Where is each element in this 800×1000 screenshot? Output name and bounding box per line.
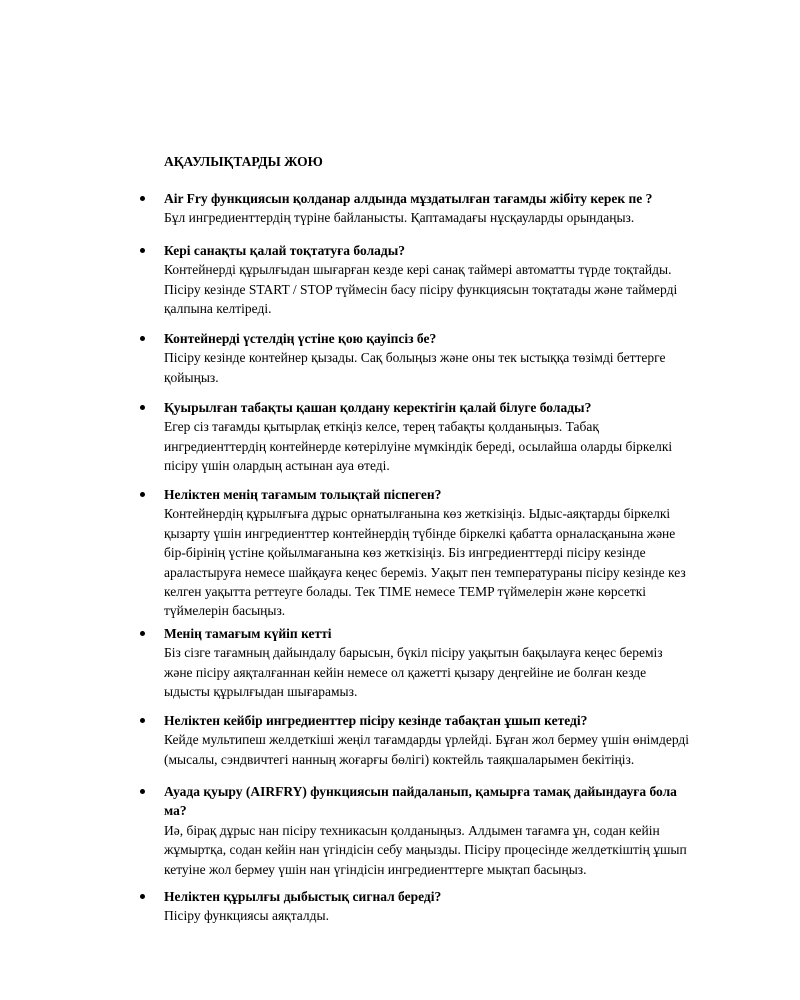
question-line: Қуырылған табақты қашан қолдану керектігін қалай білуге болады? bbox=[164, 400, 592, 415]
answer-line: қалпына келтіреді. bbox=[164, 301, 272, 317]
faq-answer bbox=[164, 504, 754, 620]
faq-question bbox=[164, 329, 754, 348]
faq-question bbox=[164, 782, 754, 821]
question-line: Ауада қуыру (AIRFRY) функциясын пайдаланып, қамырға тамақ дайындауға бола bbox=[164, 784, 677, 799]
faq-item bbox=[164, 711, 754, 769]
faq-question bbox=[164, 398, 754, 417]
bullet-icon bbox=[140, 405, 145, 410]
question-line: Контейнерді үстелдің үстіне қою қауіпсіз бе? bbox=[164, 331, 437, 346]
bullet-icon bbox=[140, 631, 145, 636]
question-line: Неліктен кейбір ингредиенттер пісіру кезінде табақтан ұшып кетеді? bbox=[164, 713, 588, 728]
answer-line: Пісіру кезінде контейнер қызады. Сақ болыңыз және оны тек ыстыққа төзімді беттерге bbox=[164, 350, 666, 366]
bullet-icon bbox=[140, 336, 145, 341]
faq-item bbox=[164, 887, 754, 926]
faq-answer bbox=[164, 348, 754, 387]
bullet-icon bbox=[140, 492, 145, 497]
faq-answer bbox=[164, 821, 754, 879]
faq-answer bbox=[164, 730, 754, 769]
answer-line: түймелерін басыңыз. bbox=[164, 603, 286, 619]
faq-answer bbox=[164, 906, 754, 925]
answer-line: Иә, бірақ дұрыс нан пісіру техникасын қолданыңыз. Алдымен тағамға ұн, содан кейін bbox=[164, 822, 660, 838]
answer-line: пісіру үшін олардың астынан ауа өтеді. bbox=[164, 458, 390, 474]
answer-line: және пісіру аяқталғаннан кейін немесе ол қажетті қызару деңгейіне ие болған кезде bbox=[164, 664, 647, 680]
answer-line: қойыңыз. bbox=[164, 369, 219, 385]
answer-line: Пісіру функциясы аяқталды. bbox=[164, 908, 329, 924]
faq-question bbox=[164, 711, 754, 730]
faq-item bbox=[164, 485, 754, 621]
faq-question bbox=[164, 485, 754, 504]
faq-item bbox=[164, 782, 754, 879]
answer-line: жұмыртқа, содан кейін нан үгіндісін себу маңызды. Пісіру процесінде желдеткіштің ұшып bbox=[164, 842, 687, 858]
answer-line: кетуіне жол бермеу үшін нан үгіндісін ингредиенттерге мықтап басыңыз. bbox=[164, 861, 587, 877]
bullet-icon bbox=[140, 789, 145, 794]
answer-line: ыдысты құрылғыдан шығарамыз. bbox=[164, 684, 358, 700]
faq-question bbox=[164, 189, 754, 208]
bullet-icon bbox=[140, 894, 145, 899]
answer-line: Кейде мультипеш желдеткіші жеңіл тағамдарды үрлейді. Бұған жол бермеу үшін өнімдерді bbox=[164, 732, 690, 748]
question-line: Неліктен құрылғы дыбыстық сигнал береді? bbox=[164, 889, 442, 904]
faq-item bbox=[164, 398, 754, 476]
answer-line: бір-бірінің үстіне қойылмағанына көз жеткізіңіз. Біз ингредиенттерді пісіру кезінде bbox=[164, 545, 646, 561]
answer-line: қызарту үшін ингредиенттер контейнердің түбінде біркелкі қабатта орналасқанына және bbox=[164, 525, 676, 541]
answer-line: Контейнердің құрылғыға дұрыс орнатылғанына көз жеткізіңіз. Ыдыс-аяқтарды біркелкі bbox=[164, 506, 671, 522]
question-line: ма? bbox=[164, 803, 187, 819]
bullet-icon bbox=[140, 718, 145, 723]
faq-item bbox=[164, 189, 754, 228]
question-line: Кері санақты қалай тоқтатуға болады? bbox=[164, 243, 406, 258]
answer-line: Пісіру кезінде START / STOP түймесін басу пісіру функциясын тоқтатады және таймерді bbox=[164, 281, 678, 297]
bullet-icon bbox=[140, 196, 145, 201]
faq-answer bbox=[164, 260, 754, 318]
answer-line: келген уақытта реттеуге болады. Тек TIME немесе TEMP түймелерін және көрсеткі bbox=[164, 584, 647, 600]
faq-question bbox=[164, 887, 754, 906]
bullet-icon bbox=[140, 248, 145, 253]
answer-line: Бұл ингредиенттердің түріне байланысты. Қаптамадағы нұсқауларды орындаңыз. bbox=[164, 210, 635, 226]
faq-question bbox=[164, 241, 754, 260]
answer-line: Біз сізге тағамның дайындалу барысын, бүкіл пісіру уақытын бақылауға кеңес береміз bbox=[164, 645, 663, 661]
page-title: АҚАУЛЫҚТАРДЫ ЖОЮ bbox=[164, 154, 323, 169]
answer-line: Контейнерді құрылғыдан шығарған кезде кері санақ таймері автоматты түрде тоқтайды. bbox=[164, 262, 672, 278]
question-line: Менің тамағым күйіп кетті bbox=[164, 626, 332, 641]
question-line: Неліктен менің тағамым толықтай піспеген? bbox=[164, 487, 442, 502]
faq-item bbox=[164, 624, 754, 702]
faq-answer bbox=[164, 417, 754, 475]
faq-item bbox=[164, 329, 754, 387]
faq-answer bbox=[164, 643, 754, 701]
faq-question bbox=[164, 624, 754, 643]
answer-line: ингредиенттердің контейнерде көтерілуіне мүмкіндік береді, осылайша оларды біркелкі bbox=[164, 438, 673, 454]
answer-line: араластыруға немесе шайқауға кеңес береміз. Уақыт пен температураны пісіру кезінде кез bbox=[164, 564, 686, 580]
answer-line: Егер сіз тағамды қытырлақ еткіңіз келсе, терең табақты қолданыңыз. Табақ bbox=[164, 419, 599, 435]
answer-line: (мысалы, сэндвичтегі нанның жоғарғы бөлігі) коктейль таяқшаларымен бекітіңіз. bbox=[164, 751, 635, 767]
question-line: Air Fry функциясын қолданар алдында мұздатылған тағамды жібіту керек пе ? bbox=[164, 191, 653, 206]
faq-answer bbox=[164, 208, 754, 227]
faq-item bbox=[164, 241, 754, 319]
